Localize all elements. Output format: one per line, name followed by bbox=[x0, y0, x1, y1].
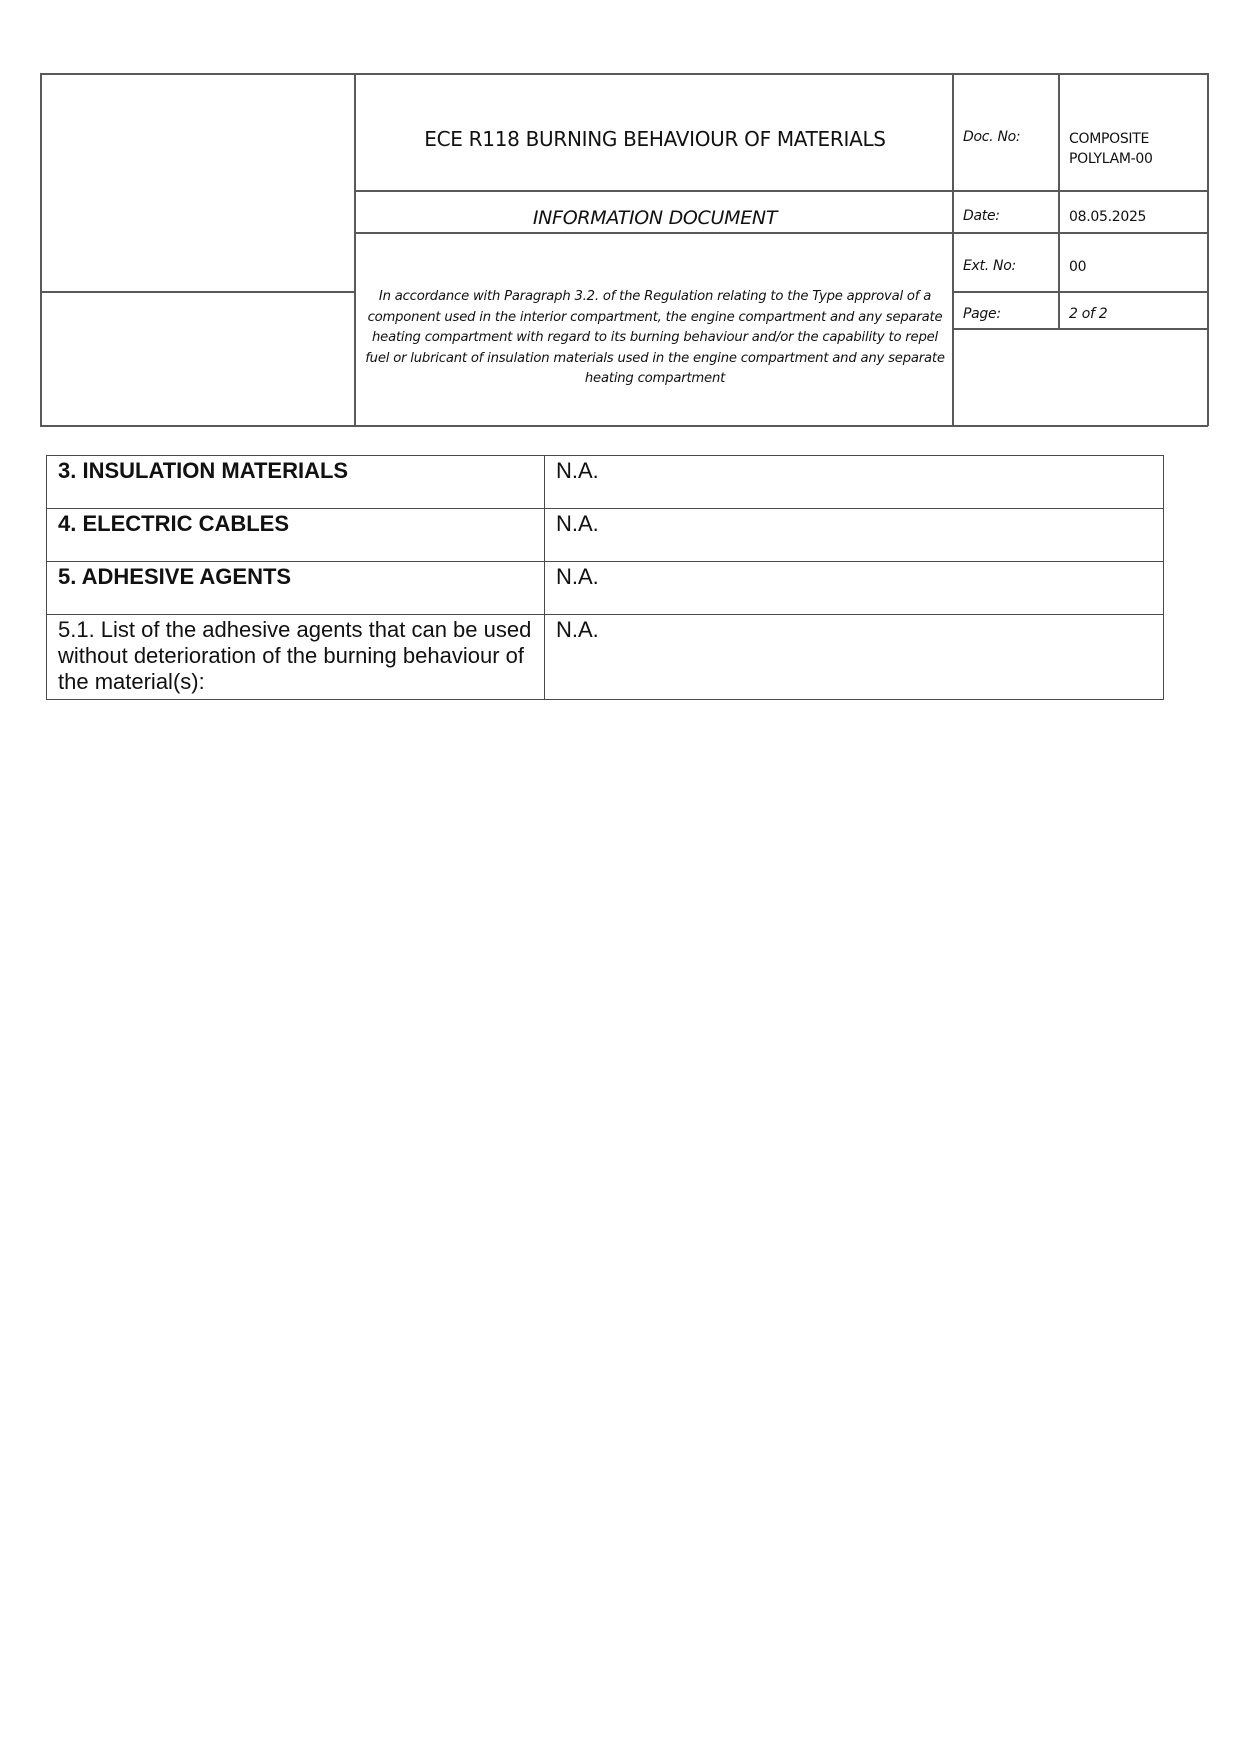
header-border-bottom bbox=[40, 425, 1208, 427]
date-label: Date: bbox=[963, 208, 1000, 224]
row-label-adhesive-agents-list: 5.1. List of the adhesive agents that can be used without deterioration of the burning behaviour of the material(s): bbox=[47, 615, 545, 700]
header-left-split bbox=[40, 291, 355, 293]
header-right-split-3 bbox=[952, 291, 1208, 293]
row-value-adhesive-agents: N.A. bbox=[545, 562, 1164, 615]
page-value: 2 of 2 bbox=[1069, 306, 1108, 322]
header-right-split-2 bbox=[952, 232, 1208, 234]
document-description: In accordance with Paragraph 3.2. of the Regulation relating to the Type approval of a component used in the interior compartment, the engine compartment and any separate heating compartment with regard to its burning behaviour and/or the capability to repel fuel or lubricant of insulation materials used in the engine compartment and any separate heating compartment bbox=[365, 289, 945, 386]
table-row bbox=[47, 509, 1164, 562]
ext-no-value: 00 bbox=[1069, 259, 1087, 275]
header-middle-split-2 bbox=[354, 232, 953, 234]
table-row bbox=[47, 456, 1164, 509]
document-subtitle: INFORMATION DOCUMENT bbox=[532, 207, 778, 229]
header-middle-split-1 bbox=[354, 190, 953, 192]
row-value-adhesive-agents-list: N.A. bbox=[545, 615, 1164, 700]
header-right-split-4 bbox=[952, 328, 1208, 330]
header-border-left bbox=[40, 73, 42, 426]
date-value: 08.05.2025 bbox=[1069, 209, 1147, 225]
header-border-top bbox=[40, 73, 1208, 75]
row-value-insulation-materials: N.A. bbox=[545, 456, 1164, 509]
table-row bbox=[47, 615, 1164, 700]
row-label-adhesive-agents: 5. ADHESIVE AGENTS bbox=[47, 562, 545, 615]
ext-no-label: Ext. No: bbox=[963, 258, 1016, 274]
row-label-insulation-materials: 3. INSULATION MATERIALS bbox=[47, 456, 545, 509]
document-title: ECE R118 BURNING BEHAVIOUR OF MATERIALS bbox=[424, 127, 886, 151]
header-border-right bbox=[1207, 73, 1209, 426]
doc-no-value-line2: POLYLAM-00 bbox=[1069, 151, 1153, 167]
row-label-electric-cables: 4. ELECTRIC CABLES bbox=[47, 509, 545, 562]
header-right-split-1 bbox=[952, 190, 1208, 192]
table-row bbox=[47, 562, 1164, 615]
materials-table bbox=[46, 455, 1164, 700]
header-divider-logo bbox=[354, 73, 356, 426]
page-label: Page: bbox=[963, 306, 1001, 322]
header-divider-title bbox=[952, 73, 954, 426]
doc-no-value-line1: COMPOSITE bbox=[1069, 131, 1150, 147]
row-value-electric-cables: N.A. bbox=[545, 509, 1164, 562]
doc-no-label: Doc. No: bbox=[963, 129, 1021, 145]
